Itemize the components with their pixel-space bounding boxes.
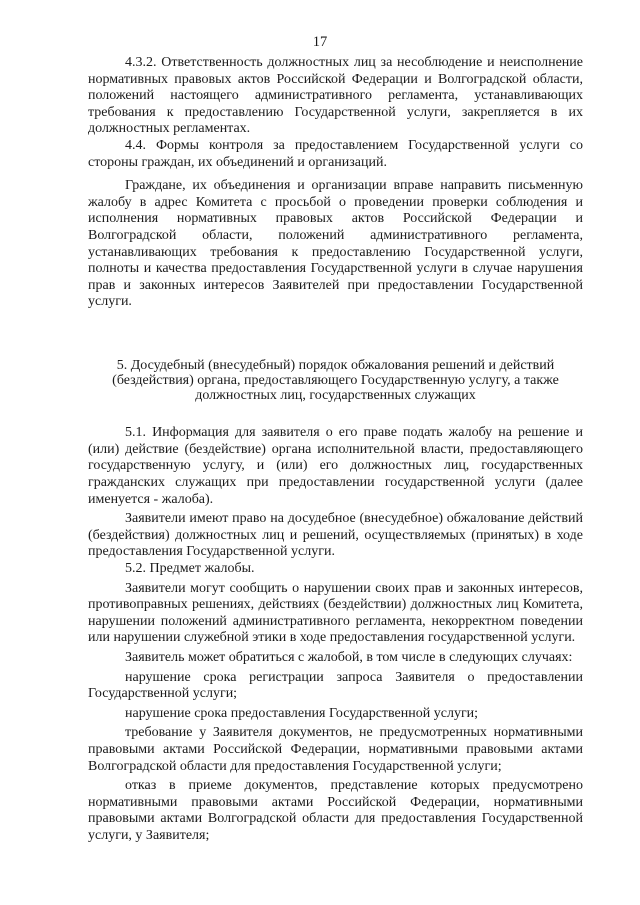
page-number: 17 xyxy=(312,34,328,50)
list-item-service-deadline: нарушение срока предоставления Государственной услуги; xyxy=(125,705,479,721)
paragraph-citizens-complaint: Граждане, их объединения и организации вправе направить письменную жалобу в адрес Комитета с просьбой о проведении проверки соблюдения и исполнения нормативных правовых актов Российской Федерации и Волгоградской области, положений административного регламента, устанавливающих требования к предоставлению Государственной услуги, полноты и качества предоставления Государственной услуги в случае нарушения прав и законных интересов Заявителей при предоставлении Государственной услуги. xyxy=(88,178,583,310)
paragraph-4-4: 4.4. Формы контроля за предоставлением Государственной услуги со стороны граждан, их объединений и организаций. xyxy=(88,137,583,170)
paragraph-complaint-subject: Заявители могут сообщить о нарушении своих прав и законных интересов, противоправных решениях, действиях (бездействии) должностных лиц Комитета, нарушении положений административного регламента, некорректном поведении или нарушении служебной этики в ходе предоставления государственной услуги. xyxy=(88,580,583,646)
list-item-registration-deadline: нарушение срока регистрации запроса Заявителя о предоставлении Государственной услуги; xyxy=(88,669,583,702)
paragraph-5-1: 5.1. Информация для заявителя о его праве подать жалобу на решение и (или) действие (бездействие) органа исполнительной власти, предоставляющего государственную услугу, и (или) его должностных лиц, государственных гражданских служащих при предоставлении государственной услуги (далее именуется - жалоба). xyxy=(88,425,583,507)
paragraph-appeal-right: Заявители имеют право на досудебное (внесудебное) обжалование действий (бездействия) должностных лиц и решений, осуществляемых (принятых) в ходе предоставления Государственной услуги. xyxy=(88,511,583,560)
list-item-extra-documents: требование у Заявителя документов, не предусмотренных нормативными правовыми актами Российской Федерации, нормативными правовыми актами Волгоградской области для предоставления Государственной услуги; xyxy=(88,725,583,774)
document-body xyxy=(88,55,583,845)
paragraph-4-3-2: 4.3.2. Ответственность должностных лиц за несоблюдение и неисполнение нормативных правовых актов Российской Федерации и Волгоградской области, положений настоящего административного регламента, устанавливающих требования к предоставлению Государственной услуги, закрепляется в их должностных регламентах. xyxy=(88,55,583,137)
section-5-heading: 5. Досудебный (внесудебный) порядок обжалования решений и действий (бездействия) органа, предоставляющего Государственную услугу, а также должностных лиц, государственных служащих xyxy=(112,357,559,403)
list-item-refusal-documents: отказ в приеме документов, представление которых предусмотрено нормативными правовыми актами Российской Федерации, нормативными правовыми актами Волгоградской области для предоставления Государственной услуги, у Заявителя; xyxy=(88,778,583,843)
paragraph-complaint-cases: Заявитель может обратиться с жалобой, в том числе в следующих случаях: xyxy=(125,650,573,666)
paragraph-5-2: 5.2. Предмет жалобы. xyxy=(125,561,255,577)
